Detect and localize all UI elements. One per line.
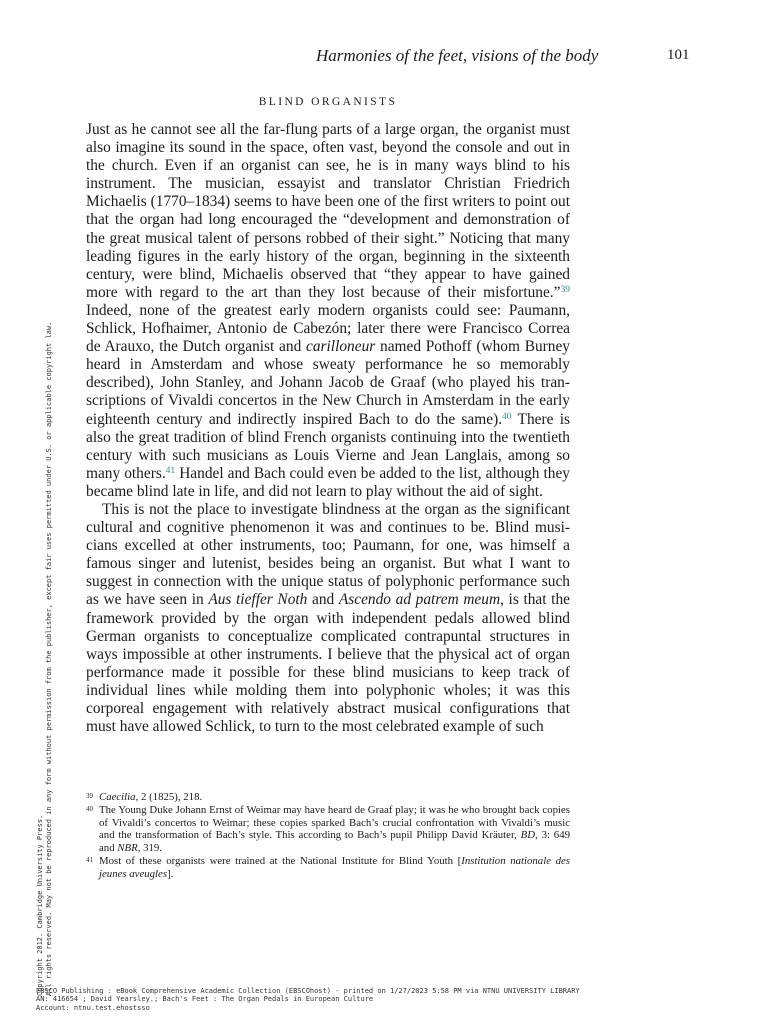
footnote-text: Most of these organists were trained at the National Institute for Blind Youth [Institution nationale des jeunes aveugles]. bbox=[99, 854, 570, 880]
footnote-number: 40 bbox=[86, 804, 93, 813]
section-title: BLIND ORGANISTS bbox=[258, 96, 398, 108]
italic-text: BD bbox=[520, 829, 536, 842]
ebsco-line: Account: ntnu.test.ehostsso bbox=[36, 1003, 150, 1012]
ebsco-line: AN: 416654 ; David Yearsley.; Bach's Feet : The Organ Pedals in European Culture bbox=[36, 995, 374, 1004]
copyright-line: All rights reserved. May not be reproduced in any form without permission from the publisher, except fair uses permitted under U.S. or applicable copyright law. bbox=[44, 321, 53, 996]
ebsco-footer bbox=[36, 987, 580, 1012]
italic-text: NBR bbox=[117, 842, 138, 855]
footnote-text: The Young Duke Johann Ernst of Weimar may have heard de Graaf play; it was he who brought back copies of Vivaldi’s concertos to Weimar; these copies sparked Bach’s crucial confrontation with Vivaldi’s music and the transformation of Bach’s style. This according to Bach’s pupil Philipp David Kräuter, BD, 3: 649 and NBR, 319. bbox=[99, 803, 570, 855]
footnotes bbox=[86, 791, 570, 881]
footnote-ref-40[interactable]: 40 bbox=[502, 411, 512, 422]
paragraph-2: This is not the place to investigate blindness at the organ as the significant cultural and cognitive phenomenon it was and continues to be. Blind musicians excelled at other instruments, too; Paumann, for one, was himself a famous singer and lutenist, besides being an organist. But what I want to suggest in connection with the unique status of polyphonic performance such as we have seen in Aus tieffer Noth and Ascendo ad patrem meum, is that the framework provided by the organ with independent pedals allowed blind German organists to conceptualize complicated contrapuntal structures in ways impossible at other instruments. I believe that the physical act of organ performance made it possible for these blind musicians to keep track of individual lines while molding them into polyphonic wholes; it was this corporeal engagement with relatively abstract musical configurations that must have allowed Schlick, to turn to the most celebrated example of such bbox=[86, 500, 570, 736]
body-text bbox=[86, 121, 570, 736]
footnote-40 bbox=[86, 804, 570, 855]
footnote-ref-41[interactable]: 41 bbox=[165, 465, 176, 476]
italic-text: Caecilia bbox=[99, 791, 136, 803]
footnote-41 bbox=[86, 855, 570, 881]
footnote-text: Caecilia, 2 (1825), 218. bbox=[99, 791, 203, 803]
italic-text: carilloneur bbox=[306, 338, 376, 356]
page-number: 101 bbox=[667, 47, 690, 63]
copyright-line: Copyright 2012. Cambridge University Press. bbox=[36, 814, 44, 996]
footnote-39 bbox=[86, 791, 570, 804]
copyright-notice bbox=[36, 322, 53, 996]
italic-text: Ascendo ad patrem meum bbox=[338, 591, 501, 609]
footnote-number: 41 bbox=[86, 855, 93, 864]
italic-text: Aus tieffer Noth bbox=[208, 591, 308, 609]
ebsco-line: EBSCO Publishing : eBook Comprehensive Academic Collection (EBSCOhost) - printed on 1/27/2023 5:58 PM via NTNU UNIVERSITY LIBRARY bbox=[36, 987, 580, 995]
paragraph-1: Just as he cannot see all the far-flung parts of a large organ, the organist must also imagine its sound in the space, often vast, beyond the console and out in the church. Even if an organist can see, he is in many ways blind to his instrument. The musician, essayist and translator Christian Friedrich Michaelis (1770–1834) seems to have been one of the first writers to point out that the organ had long encouraged the “development and demonstration of the great musical talent of persons robbed of their sight.” Noticing that many leading figures in the early history of the organ, beginning in the sixteenth century, were blind, Michaelis observed that “they appear to have gained more with regard to the art than they lost because of their misfortune.”$^{39}$ Indeed, none of the greatest early modern organists could see: Paumann, Schlick, Hofhaimer, Antonio de Cabezón; later there were Francisco Correa de Arauxo, the Dutch organist and carilloneur named Pothoff (whom Burney heard in Amsterdam and whose sweaty performance he so memorably described), John Stanley, and Johann Jacob de Graaf (who played his transcriptions of Vivaldi concertos in the New Church in Amsterdam in the early eighteenth century and indirectly inspired Bach to do the same).$^{40}$ There is also the great tradition of blind French organists continuing into the twentieth century with such musicians as Louis Vierne and Jean Langlais, among so many others.$^{41}$ Handel and Bach could even be added to the list, although they became blind late in life, and did not learn to play without the aid of sight. bbox=[86, 121, 571, 500]
running-head-title: Harmonies of the feet, visions of the body bbox=[316, 46, 599, 65]
footnote-ref-39[interactable]: 39 bbox=[560, 284, 570, 295]
footnote-number: 39 bbox=[86, 792, 93, 800]
italic-text: Institution nationale des jeunes aveugles bbox=[99, 854, 570, 880]
